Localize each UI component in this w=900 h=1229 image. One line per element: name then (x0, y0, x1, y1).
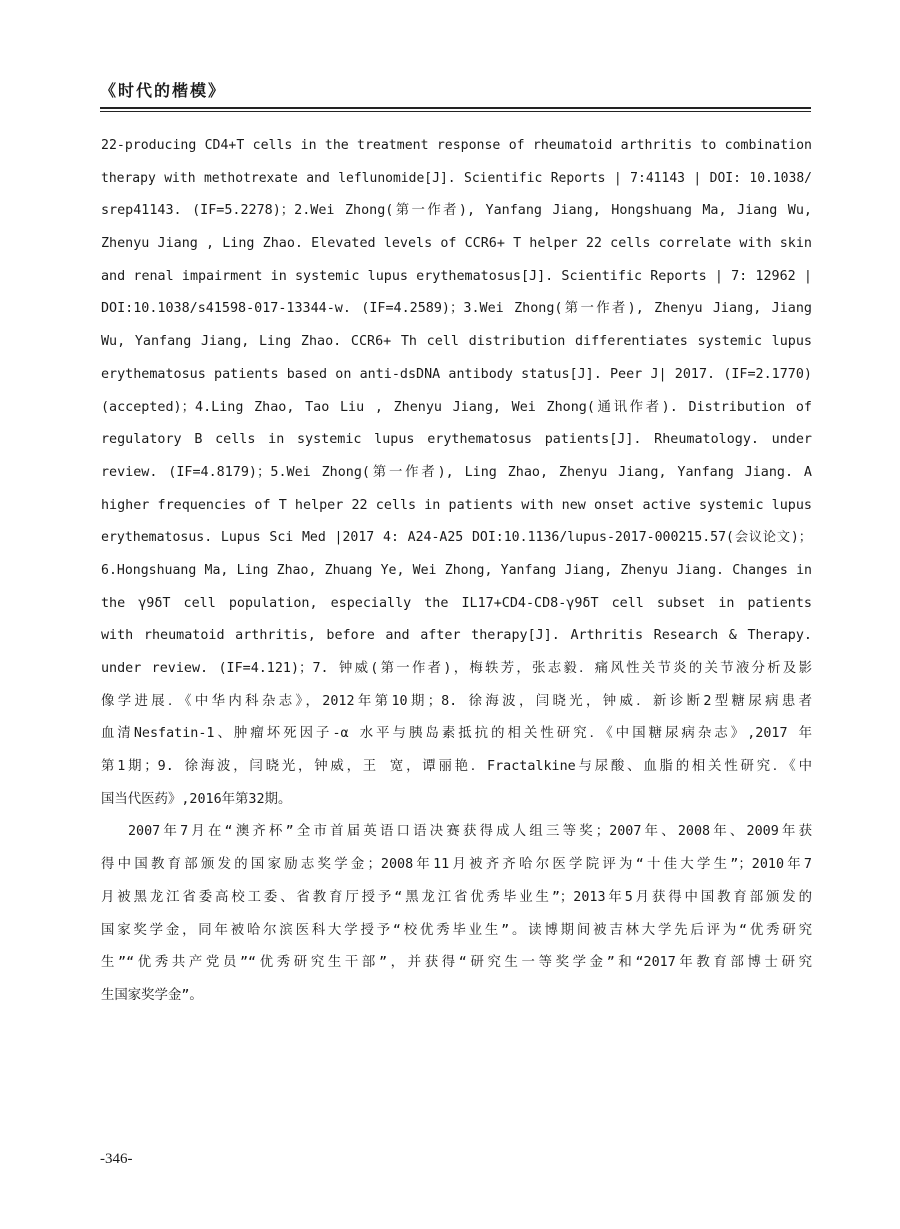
text-line: DOI:10.1038/s41598-017-13344-w. (IF=4.2589)；3.Wei Zhong(第一作者), Zhenyu Jiang, Jiang (101, 301, 812, 317)
text-line: 第1期；9. 徐海波，闫晓光，钟威，王 宽，谭丽艳．Fractalkine与尿酸、血脂的相关性研究．《中 (101, 759, 812, 775)
text-line: erythematosus. Lupus Sci Med |2017 4: A24-A25 DOI:10.1136/lupus-2017-000215.57(会议论文)； (101, 530, 812, 546)
text-line: erythematosus patients based on anti-dsDNA antibody status[J]. Peer J| 2017. (IF=2.1770) (101, 366, 812, 382)
text-line: 得中国教育部颁发的国家励志奖学金；2008年11月被齐齐哈尔医学院评为“十佳大学生”；2010年7 (101, 857, 812, 873)
text-line: 生国家奖学金”。 (101, 987, 203, 1003)
text-line: and renal impairment in systemic lupus erythematosus[J]. Scientific Reports | 7: 12962 | (101, 268, 812, 284)
body-text (101, 130, 812, 1013)
header-rule-thin (100, 111, 811, 112)
page-header-title: 《时代的楷模》 (100, 81, 227, 100)
text-line: 2007年7月在“澳齐杯”全市首届英语口语决赛获得成人组三等奖；2007年、2008年、2009年获 (128, 824, 812, 840)
text-line: with rheumatoid arthritis, before and after therapy[J]. Arthritis Research & Therapy. (101, 628, 812, 644)
text-line: Zhenyu Jiang , Ling Zhao. Elevated levels of CCR6+ T helper 22 cells correlate with skin (101, 236, 812, 252)
text-line: 国家奖学金，同年被哈尔滨医科大学授予“校优秀毕业生”。读博期间被吉林大学先后评为“优秀研究 (101, 922, 812, 938)
text-line: higher frequencies of T helper 22 cells in patients with new onset active systemic lupus (101, 497, 812, 513)
text-line: 生”“优秀共产党员”“优秀研究生干部”，并获得“研究生一等奖学金”和“2017年教育部博士研究 (101, 955, 812, 971)
text-line: 血清Nesfatin-1、肿瘤坏死因子-α 水平与胰岛素抵抗的相关性研究．《中国糖尿病杂志》,2017 年 (101, 726, 812, 742)
text-line: 月被黑龙江省委高校工委、省教育厅授予“黑龙江省优秀毕业生”；2013年5月获得中国教育部颁发的 (101, 889, 812, 905)
text-line: Wu, Yanfang Jiang, Ling Zhao. CCR6+ Th cell distribution differentiates systemic lupus (101, 334, 812, 350)
text-line: srep41143. (IF=5.2278)；2.Wei Zhong(第一作者), Yanfang Jiang, Hongshuang Ma, Jiang Wu, (101, 203, 812, 219)
page-number: -346- (100, 1151, 133, 1167)
header-rule-thick (100, 107, 811, 109)
text-line: regulatory B cells in systemic lupus erythematosus patients[J]. Rheumatology. under (101, 432, 812, 448)
text-line: (accepted)；4.Ling Zhao, Tao Liu , Zhenyu Jiang, Wei Zhong(通讯作者). Distribution of (101, 399, 812, 415)
text-line: 22-producing CD4+T cells in the treatment response of rheumatoid arthritis to combination (101, 138, 812, 153)
text-line: under review. (IF=4.121)；7. 钟威(第一作者)，梅轶芳，张志毅．痛风性关节炎的关节液分析及影 (101, 661, 812, 676)
text-line: therapy with methotrexate and leflunomide[J]. Scientific Reports | 7:41143 | DOI: 10.1038/ (101, 170, 812, 186)
text-line: 6.Hongshuang Ma, Ling Zhao, Zhuang Ye, Wei Zhong, Yanfang Jiang, Zhenyu Jiang. Changes in (101, 562, 812, 578)
text-line: review. (IF=4.8179)；5.Wei Zhong(第一作者), Ling Zhao, Zhenyu Jiang, Yanfang Jiang. A (101, 464, 812, 480)
text-line: 国当代医药》,2016年第32期。 (101, 791, 292, 807)
text-line: 像学进展．《中华内科杂志》，2012年第10期；8. 徐海波，闫晓光，钟威．新诊断2型糖尿病患者 (101, 693, 812, 709)
text-line: the γ9δT cell population, especially the IL17+CD4-CD8-γ9δT cell subset in patients (101, 595, 812, 611)
